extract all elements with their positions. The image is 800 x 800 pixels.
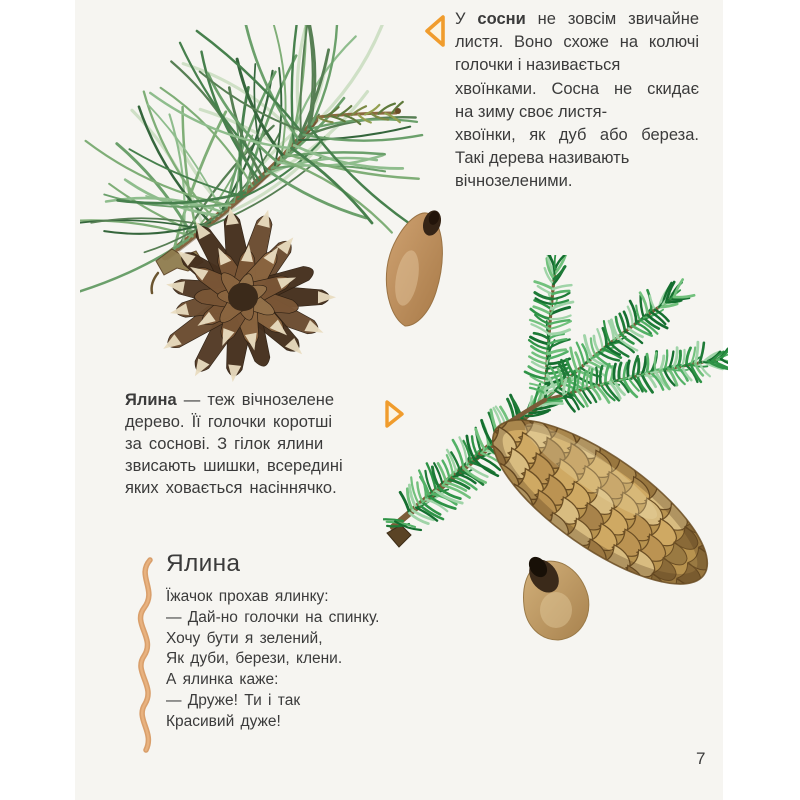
poem-line: — Друже! Ти і так [166, 691, 301, 709]
page-number: 7 [696, 749, 706, 768]
poem-title: Ялина [166, 550, 241, 577]
spruce-paragraph-line: дерево. Її голочки коротші [125, 413, 333, 431]
pine-paragraph-line: вічнозеленими. [455, 172, 573, 191]
spruce-paragraph-line: звисають шишки, всередині [125, 457, 343, 475]
pine-paragraph-line: хвоїнками. Сосна не скидає [455, 79, 699, 98]
pine-paragraph-line: У сосни не зовсім звичайне [455, 10, 699, 28]
spruce-branch-with-cone-illustration [383, 255, 728, 585]
spruce-keyword-bold: Ялина [125, 391, 177, 409]
pine-paragraph-line: листя. Воно схоже на колючі [455, 33, 699, 52]
poem-line: Їжачок прохав ялинку: [166, 588, 329, 605]
pine-paragraph-line: хвоїнки, як дуб або береза. [455, 126, 699, 145]
spruce-seed-highlight [540, 592, 572, 628]
spruce-paragraph-line: за соснові. З гілок ялини [125, 435, 324, 453]
squiggle-decoration [129, 554, 167, 764]
poem-line: Як дуби, берези, клени. [166, 650, 343, 668]
poem-line: Хочу бути я зелений, [166, 629, 323, 647]
pine-paragraph-line: голочки і називається [455, 56, 621, 75]
poem-line: А ялинка каже: [166, 671, 279, 689]
spruce-paragraph-line: Ялина — теж вічнозелене [125, 391, 335, 409]
pine-paragraph-line: Такі дерева називають [455, 149, 630, 168]
spruce-paragraph [125, 389, 419, 499]
poem-line: — Дай-но голочки на спинку. [166, 608, 380, 626]
pine-paragraph-line: на зиму своє листя- [455, 102, 608, 121]
poem [166, 587, 379, 733]
pine-keyword-bold: сосни [477, 10, 526, 28]
pine-paragraph [455, 8, 699, 194]
spruce-seed-illustration [512, 550, 604, 648]
chevron-left-icon [423, 13, 449, 49]
poem-line: Красивий дуже! [166, 712, 281, 730]
spruce-paragraph-line: яких ховається насіннячко. [125, 479, 337, 497]
